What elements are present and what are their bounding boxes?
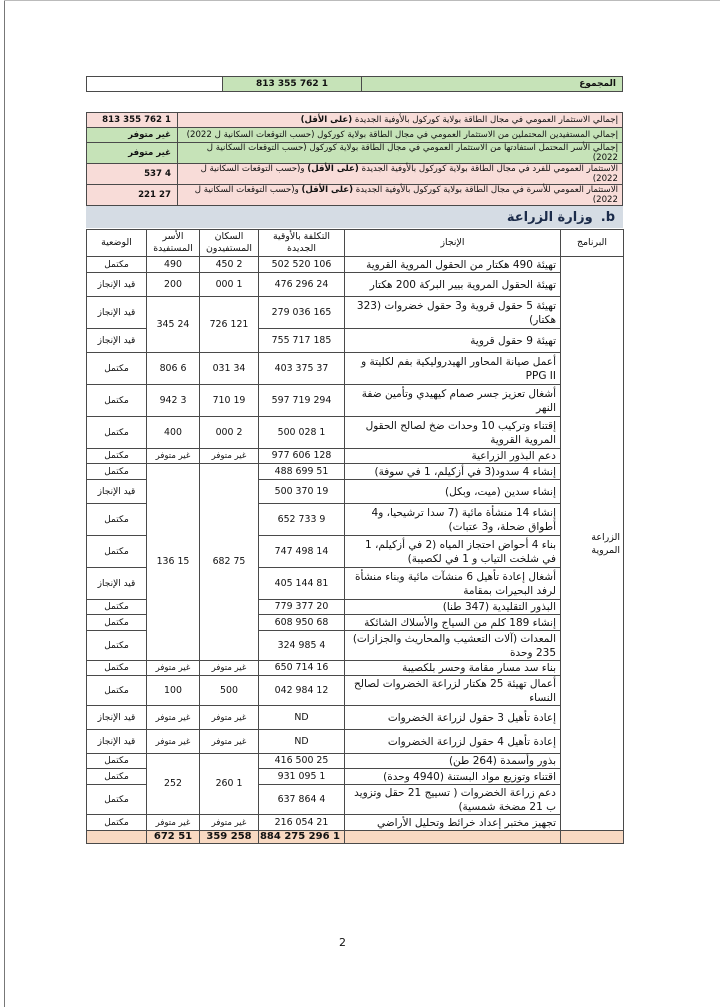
achievement-cell: إعادة تأهيل 3 حقول لزراعة الخضروات [345, 706, 561, 730]
table-row [87, 730, 624, 754]
header-status: الوضعية [87, 230, 147, 257]
program-cell: الزراعة المروية [561, 257, 624, 831]
population-cell: 34 031 [200, 353, 259, 385]
cost-cell: 185 717 755 [259, 329, 345, 353]
status-cell: قيد الإنجاز [87, 480, 147, 504]
status-cell: قيد الإنجاز [87, 568, 147, 600]
households-cell: 252 [147, 754, 200, 815]
table-row [87, 385, 624, 417]
population-cell: 121 726 [200, 297, 259, 353]
status-cell: مكتمل [87, 417, 147, 449]
achievement-cell: أعمل صيانة المحاور الهيدروليكية بفم لكليتة و PPG II [345, 353, 561, 385]
header-cost: التكلفة بالأوقية الجديدة [259, 230, 345, 257]
households-cell: غير متوفر [147, 449, 200, 464]
achievement-cell: إنشاء 4 سدود(3 في أزكيلم، 1 في سوفة) [345, 464, 561, 480]
summary-label-emphasis: (على الأقل) [301, 185, 354, 195]
achievement-cell: تجهيز مختبر إعداد خرائط وتحليل الأراضي [345, 815, 561, 831]
status-cell: قيد الإنجاز [87, 706, 147, 730]
cost-cell: 165 036 279 [259, 297, 345, 329]
households-cell: غير متوفر [147, 661, 200, 676]
achievement-cell: إعادة تأهيل 4 حقول لزراعة الخضروات [345, 730, 561, 754]
cost-cell: 9 733 652 [259, 504, 345, 536]
cost-cell: 12 984 042 [259, 676, 345, 706]
status-cell: مكتمل [87, 385, 147, 417]
population-cell: 500 [200, 676, 259, 706]
status-cell: مكتمل [87, 754, 147, 769]
page-border-top [4, 0, 720, 1]
households-cell: 400 [147, 417, 200, 449]
status-cell: مكتمل [87, 815, 147, 831]
status-cell: مكتمل [87, 785, 147, 815]
cost-cell: 1 095 931 [259, 769, 345, 785]
households-cell: 100 [147, 676, 200, 706]
achievement-cell: إنشاء 14 منشأة مائية (7 سدا ترشيحيا، و4 أطواق ضحلة، و3 عتبات) [345, 504, 561, 536]
population-cell: 1 260 [200, 754, 259, 815]
households-cell: غير متوفر [147, 730, 200, 754]
cost-cell: 21 054 216 [259, 815, 345, 831]
cost-cell: 16 714 650 [259, 661, 345, 676]
total-label: المجموع [362, 77, 623, 92]
status-cell: مكتمل [87, 353, 147, 385]
population-cell: غير متوفر [200, 449, 259, 464]
summary-row [87, 164, 623, 185]
status-cell: قيد الإنجاز [87, 730, 147, 754]
achievement-cell: اقتناء وتوزيع مواد البستنة (4940 وحدة) [345, 769, 561, 785]
achievement-cell: دعم البذور الزراعية [345, 449, 561, 464]
summary-value: 1 762 355 813 [87, 113, 178, 128]
table-row [87, 706, 624, 730]
status-cell: مكتمل [87, 536, 147, 568]
summary-table [86, 112, 623, 206]
summary-label-suffix: و(حسب التوقعات السكانية ل 2022) [194, 185, 618, 205]
table-row [87, 661, 624, 676]
cost-cell: 24 296 476 [259, 273, 345, 297]
page-number: 2 [339, 936, 346, 949]
table-row [87, 464, 624, 480]
status-cell: قيد الإنجاز [87, 329, 147, 353]
table-row [87, 273, 624, 297]
achievement-cell: بناء سد مسار مقامة وحسر بلكصيبة [345, 661, 561, 676]
summary-label-emphasis: (على الأقل) [307, 164, 359, 174]
achievement-cell: تهيئة 9 حقول قروية [345, 329, 561, 353]
achievement-cell: تهيئة 5 حقول قروية و3 حقول خضروات (323 هكتار) [345, 297, 561, 329]
header-population: السكان المستفيدون [200, 230, 259, 257]
summary-label-text: إجمالي الأسر المحتمل استفادتها من الاستثمار العمومي في مجال الطاقة بولاية كوركول (حسب التوقعات السكانية ل 2022) [206, 143, 618, 163]
agriculture-table [86, 229, 624, 844]
summary-value: غير متوفر [87, 143, 178, 164]
summary-label-text: إجمالي الاستثمار العمومي في مجال الطاقة بولاية كوركول بالأوفية الجديدة [352, 115, 618, 125]
header-row [87, 230, 624, 257]
households-cell: 490 [147, 257, 200, 273]
status-cell: قيد الإنجاز [87, 273, 147, 297]
summary-label-text: الاستثمار العمومي للفرد في مجال الطاقة بولاية كوركول بالأوفية الجديدة [358, 164, 618, 174]
cost-cell: 19 370 500 [259, 480, 345, 504]
status-cell: مكتمل [87, 464, 147, 480]
cost-cell: ND [259, 730, 345, 754]
summary-label [178, 128, 623, 143]
population-cell: 2 450 [200, 257, 259, 273]
summary-label-emphasis: (على الأقل) [300, 115, 353, 125]
summary-row [87, 185, 623, 206]
households-cell: 15 136 [147, 464, 200, 661]
population-cell: 75 682 [200, 464, 259, 661]
summary-row [87, 113, 623, 128]
population-cell: غير متوفر [200, 815, 259, 831]
status-cell: مكتمل [87, 661, 147, 676]
section-letter: b. [600, 209, 615, 225]
summary-label [178, 113, 623, 128]
achievement-cell: أشغال تعزيز جسر صمام كيهيدي وتأمين ضفة النهر [345, 385, 561, 417]
population-cell: 1 000 [200, 273, 259, 297]
population-cell: 19 710 [200, 385, 259, 417]
status-cell: قيد الإنجاز [87, 297, 147, 329]
table-row [87, 417, 624, 449]
achievement-cell: المعدات (آلات التعشيب والمحاريث والجزازات) 235 وحدة [345, 631, 561, 661]
households-cell: 24 345 [147, 297, 200, 353]
achievement-cell: بناء 4 أحواض احتجاز المياه (2 في أزكيلم، 1 في شلخت التياب و 1 في لكصيبة) [345, 536, 561, 568]
total-table [86, 76, 623, 92]
agriculture-table-body [87, 257, 624, 844]
achievement-cell: دعم زراعة الخضروات ( تسييج 21 حقل وتزويد ب 21 مضخة شمسية) [345, 785, 561, 815]
cost-cell: 106 520 502 [259, 257, 345, 273]
summary-label [178, 143, 623, 164]
status-cell: مكتمل [87, 600, 147, 615]
cost-cell: ND [259, 706, 345, 730]
header-achievement: الإنجاز [345, 230, 561, 257]
achievement-cell: إقتناء وتركيب 10 وحدات ضخ لصالح الحقول المروية القروية [345, 417, 561, 449]
cost-cell: 51 699 488 [259, 464, 345, 480]
population-cell: غير متوفر [200, 730, 259, 754]
table-row [87, 449, 624, 464]
cost-cell: 4 864 637 [259, 785, 345, 815]
achievement-cell: أشغال إعادة تأهيل 6 منشآت مائية وبناء منشأة لرفد البحيرات بمقامة [345, 568, 561, 600]
total-achievement-cell [345, 831, 561, 844]
households-cell: 200 [147, 273, 200, 297]
achievement-cell: أعمال تهيئة 25 هكتار لزراعة الخضروات لصالح النساء [345, 676, 561, 706]
cost-cell: 25 500 416 [259, 754, 345, 769]
cost-cell: 294 719 597 [259, 385, 345, 417]
cost-cell: 20 377 779 [259, 600, 345, 615]
table-row [87, 754, 624, 769]
table-row [87, 676, 624, 706]
cost-cell: 128 606 977 [259, 449, 345, 464]
cost-cell: 4 985 324 [259, 631, 345, 661]
status-cell: مكتمل [87, 449, 147, 464]
cost-cell: 37 375 403 [259, 353, 345, 385]
achievement-cell: إنشاء سدين (ميت، وبكل) [345, 480, 561, 504]
status-cell: مكتمل [87, 257, 147, 273]
total-row [87, 831, 624, 844]
summary-row [87, 143, 623, 164]
total-status-cell [87, 831, 147, 844]
cost-cell: 14 498 747 [259, 536, 345, 568]
summary-value: غير متوفر [87, 128, 178, 143]
table-row [87, 297, 624, 329]
households-cell: 6 806 [147, 353, 200, 385]
total-households: 51 672 [147, 831, 200, 844]
status-cell: مكتمل [87, 504, 147, 536]
summary-body [87, 113, 623, 206]
achievement-cell: تهيئة 490 هكتار من الحقول المروية القروية [345, 257, 561, 273]
total-row [87, 77, 623, 92]
header-program: البرنامج [561, 230, 624, 257]
summary-label-suffix: و(حسب التوقعات السكانية ل 2022) [200, 164, 618, 184]
achievement-cell: البذور التقليدية (347 طنا) [345, 600, 561, 615]
status-cell: مكتمل [87, 615, 147, 631]
total-value: 1 762 355 813 [223, 77, 362, 92]
summary-value: 4 537 [87, 164, 178, 185]
section-header [86, 206, 623, 228]
table-row [87, 257, 624, 273]
summary-row [87, 128, 623, 143]
section-title: وزارة الزراعة [506, 209, 593, 225]
households-cell: 3 942 [147, 385, 200, 417]
summary-label [178, 185, 623, 206]
page-border [4, 0, 5, 1007]
table-row [87, 815, 624, 831]
total-program-cell [561, 831, 624, 844]
achievement-cell: بذور وأسمدة (264 طن) [345, 754, 561, 769]
status-cell: مكتمل [87, 631, 147, 661]
total-population: 258 359 [200, 831, 259, 844]
status-cell: مكتمل [87, 769, 147, 785]
achievement-cell: تهيئة الحقول المروية بيير البركة 200 هكتار [345, 273, 561, 297]
summary-value: 27 221 [87, 185, 178, 206]
population-cell: 2 000 [200, 417, 259, 449]
cost-cell: 68 950 608 [259, 615, 345, 631]
table-row [87, 353, 624, 385]
households-cell: غير متوفر [147, 706, 200, 730]
achievement-cell: إنشاء 189 كلم من السياج والأسلاك الشائكة [345, 615, 561, 631]
households-cell: غير متوفر [147, 815, 200, 831]
total-empty-cell [87, 77, 223, 92]
status-cell: مكتمل [87, 676, 147, 706]
population-cell: غير متوفر [200, 706, 259, 730]
header-households: الأسر المستفيدة [147, 230, 200, 257]
cost-cell: 81 144 405 [259, 568, 345, 600]
population-cell: غير متوفر [200, 661, 259, 676]
summary-label-text: الاستثمار العمومي للأسرة في مجال الطاقة بولاية كوركول بالأوفية الجديدة [353, 185, 618, 195]
cost-cell: 1 028 500 [259, 417, 345, 449]
summary-label-text: إجمالي المستفيدين المحتملين من الاستثمار العمومي في مجال الطاقة بولاية كوركول (حسب التوقعات السكانية ل 2022) [186, 130, 618, 140]
summary-label [178, 164, 623, 185]
total-cost: 1 296 275 884 [259, 831, 345, 844]
